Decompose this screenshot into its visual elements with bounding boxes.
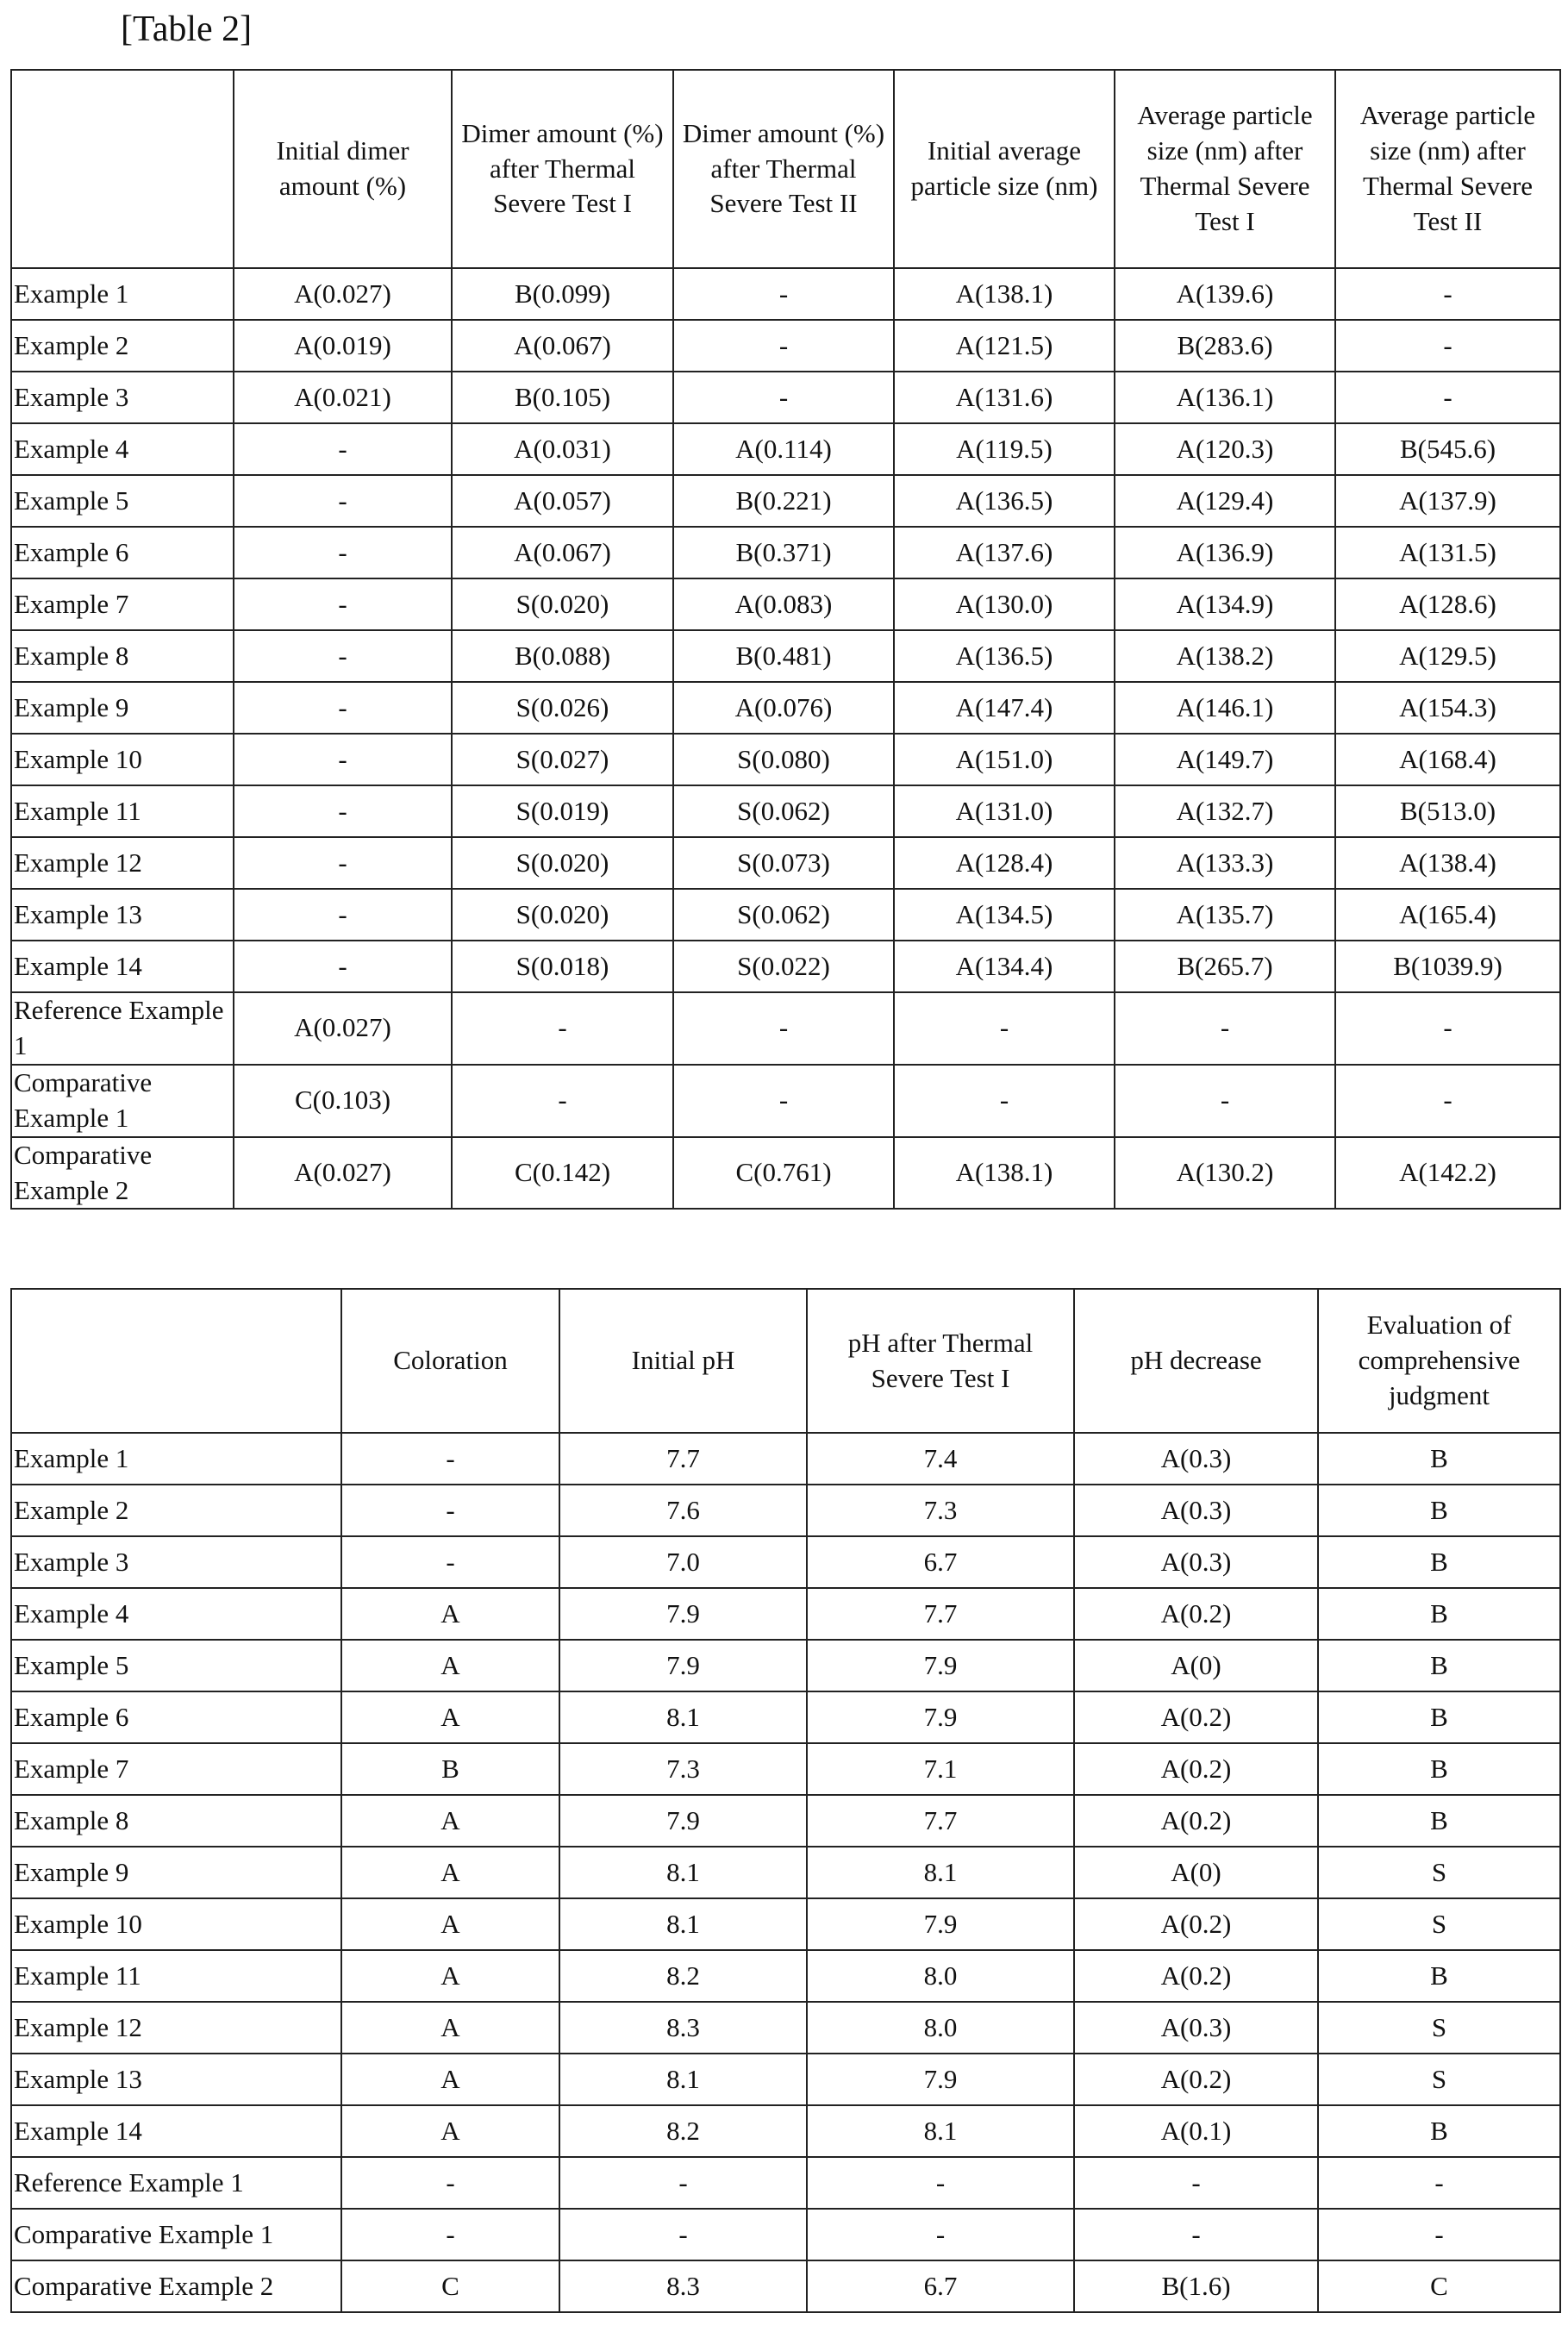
table-cell: A(0.3): [1074, 1485, 1318, 1536]
table-cell: 8.1: [559, 1898, 807, 1950]
table-cell: -: [1335, 320, 1560, 372]
table-cell: S(0.020): [452, 889, 673, 941]
table-cell: 6.7: [807, 2260, 1074, 2312]
table-cell: A(0.3): [1074, 1433, 1318, 1485]
table-cell: -: [894, 992, 1115, 1065]
column-header: [11, 70, 234, 268]
table-cell: 7.9: [559, 1640, 807, 1691]
table-cell: S(0.062): [673, 785, 894, 837]
table-cell: -: [559, 2209, 807, 2260]
table-cell: -: [341, 2209, 559, 2260]
table-cell: B: [1318, 1588, 1560, 1640]
table-cell: -: [234, 785, 452, 837]
table-cell: A(0.019): [234, 320, 452, 372]
table-cell: A(0): [1074, 1847, 1318, 1898]
table-cell: -: [894, 1065, 1115, 1137]
column-header: pH after Thermal Severe Test I: [807, 1289, 1074, 1433]
row-label: Example 2: [11, 1485, 341, 1536]
table-cell: A(0): [1074, 1640, 1318, 1691]
table-cell: B: [1318, 1433, 1560, 1485]
table-cell: B(0.221): [673, 475, 894, 527]
row-label: Example 4: [11, 1588, 341, 1640]
table-cell: -: [341, 1433, 559, 1485]
row-label: Comparative Example 2: [11, 2260, 341, 2312]
table-cell: -: [1318, 2157, 1560, 2209]
table-row: [11, 372, 1560, 423]
table-cell: 8.0: [807, 2002, 1074, 2054]
table-row: [11, 734, 1560, 785]
table-cell: A: [341, 1640, 559, 1691]
table-cell: -: [452, 992, 673, 1065]
table-cell: A(0.067): [452, 527, 673, 578]
table-cell: B: [1318, 1950, 1560, 2002]
table-row: [11, 320, 1560, 372]
table-cell: A(151.0): [894, 734, 1115, 785]
table-cell: A(0.027): [234, 1137, 452, 1210]
row-label: Comparative Example 1: [11, 1065, 234, 1137]
table-cell: A(136.5): [894, 475, 1115, 527]
table-cell: B(0.481): [673, 630, 894, 682]
table-cell: A: [341, 2054, 559, 2105]
table-cell: B(513.0): [1335, 785, 1560, 837]
table-row: [11, 1691, 1560, 1743]
table-row: [11, 1898, 1560, 1950]
table-cell: 7.7: [559, 1433, 807, 1485]
row-label: Example 8: [11, 630, 234, 682]
column-header: Initial dimer amount (%): [234, 70, 452, 268]
table-cell: A(139.6): [1115, 268, 1335, 320]
row-label: Example 12: [11, 837, 234, 889]
table-cell: B(0.105): [452, 372, 673, 423]
column-header: Average particle size (nm) after Thermal Severe Test II: [1335, 70, 1560, 268]
table-cell: 7.9: [807, 1640, 1074, 1691]
table-row: [11, 1743, 1560, 1795]
table-cell: A(0.2): [1074, 1588, 1318, 1640]
table-cell: S: [1318, 1847, 1560, 1898]
table-cell: -: [234, 578, 452, 630]
table-cell: S(0.020): [452, 837, 673, 889]
row-label: Example 12: [11, 2002, 341, 2054]
table-cell: A(154.3): [1335, 682, 1560, 734]
table-row: [11, 1588, 1560, 1640]
table-cell: 7.9: [807, 1898, 1074, 1950]
row-label: Example 11: [11, 1950, 341, 2002]
table-row: [11, 2209, 1560, 2260]
table-row: [11, 889, 1560, 941]
table-cell: -: [341, 2157, 559, 2209]
table-cell: B(1.6): [1074, 2260, 1318, 2312]
table-header-row: [11, 70, 1560, 268]
column-header: Initial pH: [559, 1289, 807, 1433]
table-cell: -: [341, 1536, 559, 1588]
column-header: Coloration: [341, 1289, 559, 1433]
table-cell: A(138.4): [1335, 837, 1560, 889]
table-row: [11, 2002, 1560, 2054]
table-cell: A: [341, 2002, 559, 2054]
row-label: Example 3: [11, 1536, 341, 1588]
table-cell: B(1039.9): [1335, 941, 1560, 992]
table-cell: -: [1115, 992, 1335, 1065]
table-row: [11, 837, 1560, 889]
table-cell: -: [807, 2157, 1074, 2209]
table-cell: 8.1: [559, 2054, 807, 2105]
dimer-particle-table: [10, 69, 1561, 1210]
table-cell: A(130.0): [894, 578, 1115, 630]
table-row: [11, 2054, 1560, 2105]
row-label: Example 14: [11, 2105, 341, 2157]
table-cell: A(138.1): [894, 268, 1115, 320]
table-cell: A(0.021): [234, 372, 452, 423]
table-cell: S(0.062): [673, 889, 894, 941]
table-row: [11, 2260, 1560, 2312]
column-header: Dimer amount (%) after Thermal Severe Test II: [673, 70, 894, 268]
table-cell: S(0.020): [452, 578, 673, 630]
row-label: Example 10: [11, 1898, 341, 1950]
table-row: [11, 1485, 1560, 1536]
column-header: pH decrease: [1074, 1289, 1318, 1433]
table-cell: B: [1318, 1536, 1560, 1588]
table-cell: 8.3: [559, 2260, 807, 2312]
table-cell: -: [234, 941, 452, 992]
table-cell: -: [452, 1065, 673, 1137]
column-header: Dimer amount (%) after Thermal Severe Test I: [452, 70, 673, 268]
table-cell: A(131.5): [1335, 527, 1560, 578]
row-label: Example 10: [11, 734, 234, 785]
table-cell: S(0.018): [452, 941, 673, 992]
table-cell: 7.9: [807, 2054, 1074, 2105]
table-cell: C(0.103): [234, 1065, 452, 1137]
table-row: [11, 1536, 1560, 1588]
table-cell: A(130.2): [1115, 1137, 1335, 1210]
table-cell: 7.9: [559, 1588, 807, 1640]
table-cell: -: [1335, 992, 1560, 1065]
table-cell: A: [341, 1950, 559, 2002]
table-row: [11, 630, 1560, 682]
table-cell: A(121.5): [894, 320, 1115, 372]
table-cell: A(0.2): [1074, 1795, 1318, 1847]
table-cell: A(137.6): [894, 527, 1115, 578]
ph-judgment-table: [10, 1288, 1561, 2313]
table-cell: A(146.1): [1115, 682, 1335, 734]
table-cell: C: [1318, 2260, 1560, 2312]
table-cell: A(128.6): [1335, 578, 1560, 630]
table-cell: -: [1115, 1065, 1335, 1137]
table-row: [11, 423, 1560, 475]
table-cell: B(0.099): [452, 268, 673, 320]
table-cell: A(0.1): [1074, 2105, 1318, 2157]
row-label: Example 11: [11, 785, 234, 837]
table-cell: A: [341, 1898, 559, 1950]
table-cell: -: [559, 2157, 807, 2209]
table-cell: A(0.114): [673, 423, 894, 475]
column-header: Evaluation of comprehensive judgment: [1318, 1289, 1560, 1433]
table-cell: A(0.057): [452, 475, 673, 527]
table-cell: -: [1318, 2209, 1560, 2260]
table-cell: A(131.6): [894, 372, 1115, 423]
table-cell: C(0.761): [673, 1137, 894, 1210]
table-cell: A(147.4): [894, 682, 1115, 734]
table-cell: A: [341, 1795, 559, 1847]
table-cell: -: [673, 1065, 894, 1137]
table-row: [11, 682, 1560, 734]
table-cell: A: [341, 1691, 559, 1743]
table-cell: A(134.9): [1115, 578, 1335, 630]
row-label: Reference Example 1: [11, 992, 234, 1065]
table-row: [11, 2157, 1560, 2209]
table-caption: [Table 2]: [121, 9, 252, 50]
table-cell: -: [234, 423, 452, 475]
row-label: Example 9: [11, 682, 234, 734]
table-cell: -: [234, 527, 452, 578]
row-label: Example 9: [11, 1847, 341, 1898]
row-label: Example 14: [11, 941, 234, 992]
table-cell: 7.7: [807, 1795, 1074, 1847]
table-row: [11, 1433, 1560, 1485]
table-cell: B: [1318, 1640, 1560, 1691]
table-cell: A(129.4): [1115, 475, 1335, 527]
table-cell: A(0.2): [1074, 1950, 1318, 2002]
table-cell: -: [234, 475, 452, 527]
table-cell: A(0.3): [1074, 1536, 1318, 1588]
table-cell: 7.3: [807, 1485, 1074, 1536]
row-label: Example 3: [11, 372, 234, 423]
row-label: Example 5: [11, 475, 234, 527]
table-cell: 7.6: [559, 1485, 807, 1536]
table-cell: A(120.3): [1115, 423, 1335, 475]
row-label: Example 13: [11, 2054, 341, 2105]
table-cell: S: [1318, 1898, 1560, 1950]
table-cell: 7.3: [559, 1743, 807, 1795]
table-row: [11, 1640, 1560, 1691]
table-cell: 8.2: [559, 1950, 807, 2002]
table-cell: 7.9: [559, 1795, 807, 1847]
column-header: Average particle size (nm) after Thermal Severe Test I: [1115, 70, 1335, 268]
table-cell: -: [673, 268, 894, 320]
table-row: [11, 1137, 1560, 1210]
row-label: Example 13: [11, 889, 234, 941]
table-cell: 8.2: [559, 2105, 807, 2157]
table-cell: 7.0: [559, 1536, 807, 1588]
column-header: Initial average particle size (nm): [894, 70, 1115, 268]
table-cell: A(136.1): [1115, 372, 1335, 423]
table-cell: A(0.076): [673, 682, 894, 734]
row-label: Comparative Example 1: [11, 2209, 341, 2260]
table-cell: B: [1318, 1795, 1560, 1847]
row-label: Example 1: [11, 268, 234, 320]
table-cell: B: [1318, 1485, 1560, 1536]
table-cell: -: [1335, 268, 1560, 320]
table-cell: A(0.2): [1074, 1743, 1318, 1795]
table-cell: B(545.6): [1335, 423, 1560, 475]
table-cell: A(137.9): [1335, 475, 1560, 527]
table-cell: A(0.027): [234, 268, 452, 320]
table-cell: S(0.019): [452, 785, 673, 837]
table-cell: A(128.4): [894, 837, 1115, 889]
row-label: Example 1: [11, 1433, 341, 1485]
table-cell: A: [341, 2105, 559, 2157]
table-cell: A(0.3): [1074, 2002, 1318, 2054]
table-cell: 6.7: [807, 1536, 1074, 1588]
table-cell: -: [1335, 372, 1560, 423]
table-cell: A(136.9): [1115, 527, 1335, 578]
table-cell: 8.1: [807, 1847, 1074, 1898]
row-label: Example 6: [11, 1691, 341, 1743]
table-cell: A(0.067): [452, 320, 673, 372]
table-cell: A(0.031): [452, 423, 673, 475]
table-cell: 8.0: [807, 1950, 1074, 2002]
table-cell: A(165.4): [1335, 889, 1560, 941]
table-cell: A(0.2): [1074, 2054, 1318, 2105]
table-cell: A(131.0): [894, 785, 1115, 837]
table-row: [11, 268, 1560, 320]
row-label: Example 4: [11, 423, 234, 475]
table-cell: B(283.6): [1115, 320, 1335, 372]
table-cell: A(168.4): [1335, 734, 1560, 785]
table-row: [11, 1065, 1560, 1137]
table-row: [11, 992, 1560, 1065]
table-cell: S(0.080): [673, 734, 894, 785]
table-cell: -: [673, 992, 894, 1065]
table-cell: -: [341, 1485, 559, 1536]
table-cell: A(134.5): [894, 889, 1115, 941]
table-cell: -: [1074, 2157, 1318, 2209]
table-cell: A(136.5): [894, 630, 1115, 682]
table-cell: -: [807, 2209, 1074, 2260]
table-cell: B: [1318, 1743, 1560, 1795]
row-label: Reference Example 1: [11, 2157, 341, 2209]
table-cell: -: [234, 889, 452, 941]
table-cell: 7.4: [807, 1433, 1074, 1485]
table-cell: A(119.5): [894, 423, 1115, 475]
table-row: [11, 1950, 1560, 2002]
table-cell: C(0.142): [452, 1137, 673, 1210]
table-cell: B(0.088): [452, 630, 673, 682]
row-label: Comparative Example 2: [11, 1137, 234, 1210]
table-cell: B: [1318, 2105, 1560, 2157]
table-cell: S: [1318, 2054, 1560, 2105]
row-label: Example 5: [11, 1640, 341, 1691]
table-cell: 8.3: [559, 2002, 807, 2054]
table-cell: -: [1335, 1065, 1560, 1137]
table-cell: B: [1318, 1691, 1560, 1743]
table-cell: A(129.5): [1335, 630, 1560, 682]
table-cell: C: [341, 2260, 559, 2312]
row-label: Example 7: [11, 578, 234, 630]
table-cell: 7.7: [807, 1588, 1074, 1640]
table-cell: A(138.1): [894, 1137, 1115, 1210]
table-cell: B(265.7): [1115, 941, 1335, 992]
table-cell: A(132.7): [1115, 785, 1335, 837]
table-cell: A(135.7): [1115, 889, 1335, 941]
table-cell: A: [341, 1847, 559, 1898]
table-cell: A: [341, 1588, 559, 1640]
table-cell: A(134.4): [894, 941, 1115, 992]
table-cell: 8.1: [559, 1691, 807, 1743]
table-cell: A(142.2): [1335, 1137, 1560, 1210]
table-row: [11, 1847, 1560, 1898]
table-cell: S(0.073): [673, 837, 894, 889]
table-cell: A(0.2): [1074, 1691, 1318, 1743]
table-cell: S(0.022): [673, 941, 894, 992]
table-row: [11, 578, 1560, 630]
table-cell: 7.1: [807, 1743, 1074, 1795]
table-cell: -: [234, 630, 452, 682]
table-cell: A(138.2): [1115, 630, 1335, 682]
table-cell: A(0.2): [1074, 1898, 1318, 1950]
row-label: Example 2: [11, 320, 234, 372]
table-row: [11, 2105, 1560, 2157]
row-label: Example 7: [11, 1743, 341, 1795]
row-label: Example 8: [11, 1795, 341, 1847]
table-cell: 8.1: [807, 2105, 1074, 2157]
table-cell: -: [234, 682, 452, 734]
table-cell: A(133.3): [1115, 837, 1335, 889]
table-cell: -: [234, 837, 452, 889]
table-cell: S: [1318, 2002, 1560, 2054]
table-cell: A(0.083): [673, 578, 894, 630]
table-row: [11, 941, 1560, 992]
table-row: [11, 1795, 1560, 1847]
table-cell: -: [234, 734, 452, 785]
table-row: [11, 475, 1560, 527]
table-cell: -: [1074, 2209, 1318, 2260]
table-cell: A(149.7): [1115, 734, 1335, 785]
table-cell: S(0.026): [452, 682, 673, 734]
table-cell: S(0.027): [452, 734, 673, 785]
table-cell: 8.1: [559, 1847, 807, 1898]
table-cell: B(0.371): [673, 527, 894, 578]
table-cell: -: [673, 372, 894, 423]
table-cell: A(0.027): [234, 992, 452, 1065]
column-header: [11, 1289, 341, 1433]
table-cell: 7.9: [807, 1691, 1074, 1743]
row-label: Example 6: [11, 527, 234, 578]
table-cell: -: [673, 320, 894, 372]
table-row: [11, 785, 1560, 837]
table-header-row: [11, 1289, 1560, 1433]
table-cell: B: [341, 1743, 559, 1795]
table-row: [11, 527, 1560, 578]
